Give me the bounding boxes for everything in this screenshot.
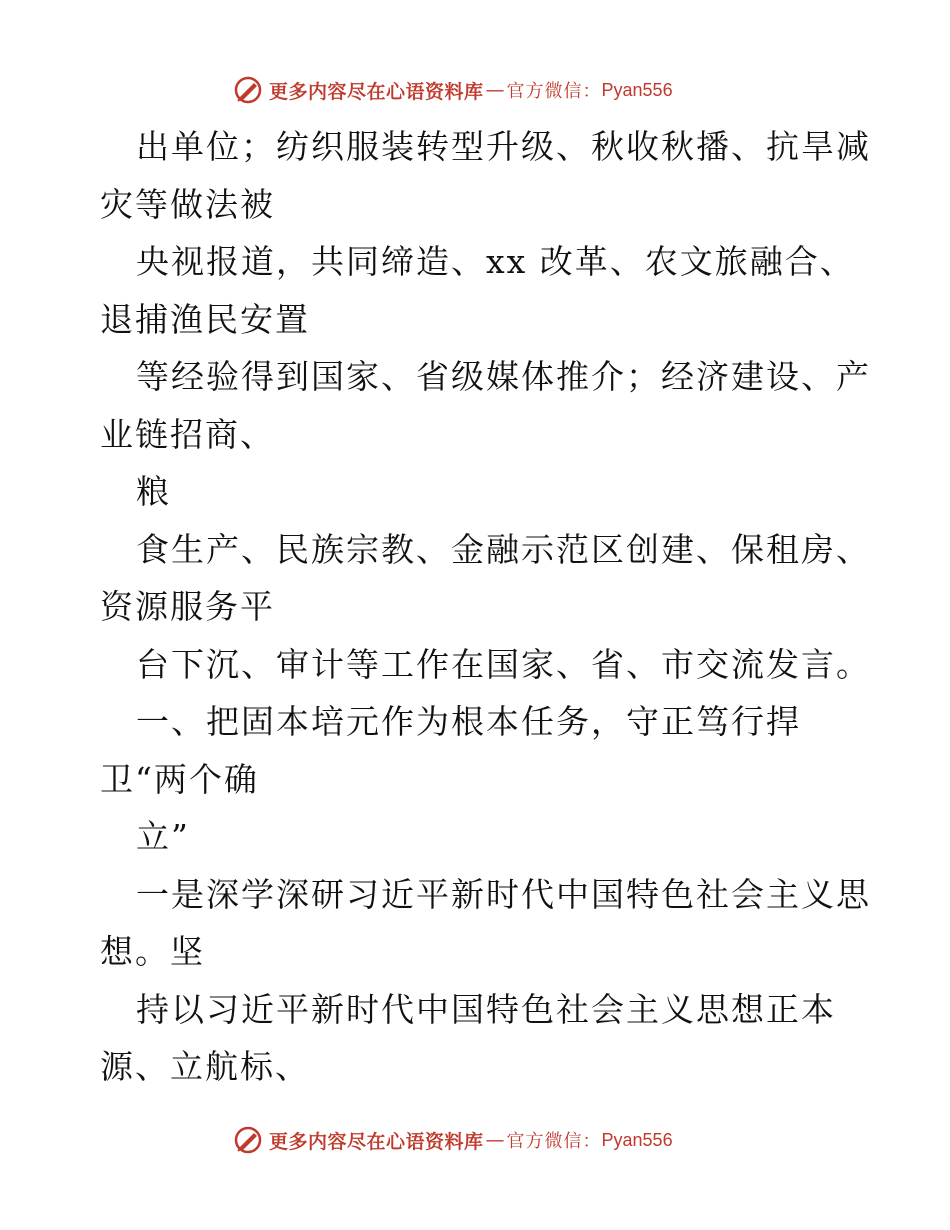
watermark-footer xyxy=(233,1122,673,1158)
text-line: 灾等做法被 xyxy=(100,184,275,224)
watermark-separator: — xyxy=(485,79,505,101)
watermark-main-text: 更多内容尽在心语资料库 xyxy=(269,80,484,103)
text-line: 央视报道，共同缔造、xx 改革、农文旅融合、 xyxy=(136,242,855,281)
text-line: 持以习近平新时代中国特色社会主义思想正本 xyxy=(136,989,836,1029)
watermark-header xyxy=(233,72,673,108)
text-line: 台下沉、审计等工作在国家、省、市交流发言。 xyxy=(136,644,871,684)
text-line: 等经验得到国家、省级媒体推介；经济建设、产 xyxy=(136,357,871,396)
text-line: 卫“两个确 xyxy=(100,759,259,799)
watermark-wechat-label: 官方微信： xyxy=(506,1131,602,1152)
document-body xyxy=(100,118,871,1096)
text-line: 食生产、民族宗教、金融示范区创建、保租房、 xyxy=(136,529,871,569)
watermark-separator: — xyxy=(485,1129,505,1151)
text-line: 业链招商、 xyxy=(100,414,275,454)
text-line: 立” xyxy=(136,817,190,856)
watermark-wechat-label: 官方微信： xyxy=(506,81,602,102)
watermark-wechat-id: Pyan556 xyxy=(601,79,673,100)
watermark-main-text: 更多内容尽在心语资料库 xyxy=(269,1130,484,1153)
watermark-wechat-id: Pyan556 xyxy=(601,1129,673,1150)
text-line: 源、立航标、 xyxy=(100,1047,310,1086)
text-line: 资源服务平 xyxy=(100,587,275,626)
text-line: 粮 xyxy=(136,472,171,511)
quill-pen-logo-icon xyxy=(233,75,263,105)
text-line: 一、把固本培元作为根本任务，守正笃行捍 xyxy=(136,702,801,741)
text-line: 一是深学深研习近平新时代中国特色社会主义思 xyxy=(136,874,871,914)
text-line: 出单位；纺织服装转型升级、秋收秋播、抗旱减 xyxy=(136,127,871,166)
text-line: 想。坚 xyxy=(100,932,205,971)
text-line: 退捕渔民安置 xyxy=(100,299,310,339)
quill-pen-logo-icon xyxy=(233,1125,263,1155)
